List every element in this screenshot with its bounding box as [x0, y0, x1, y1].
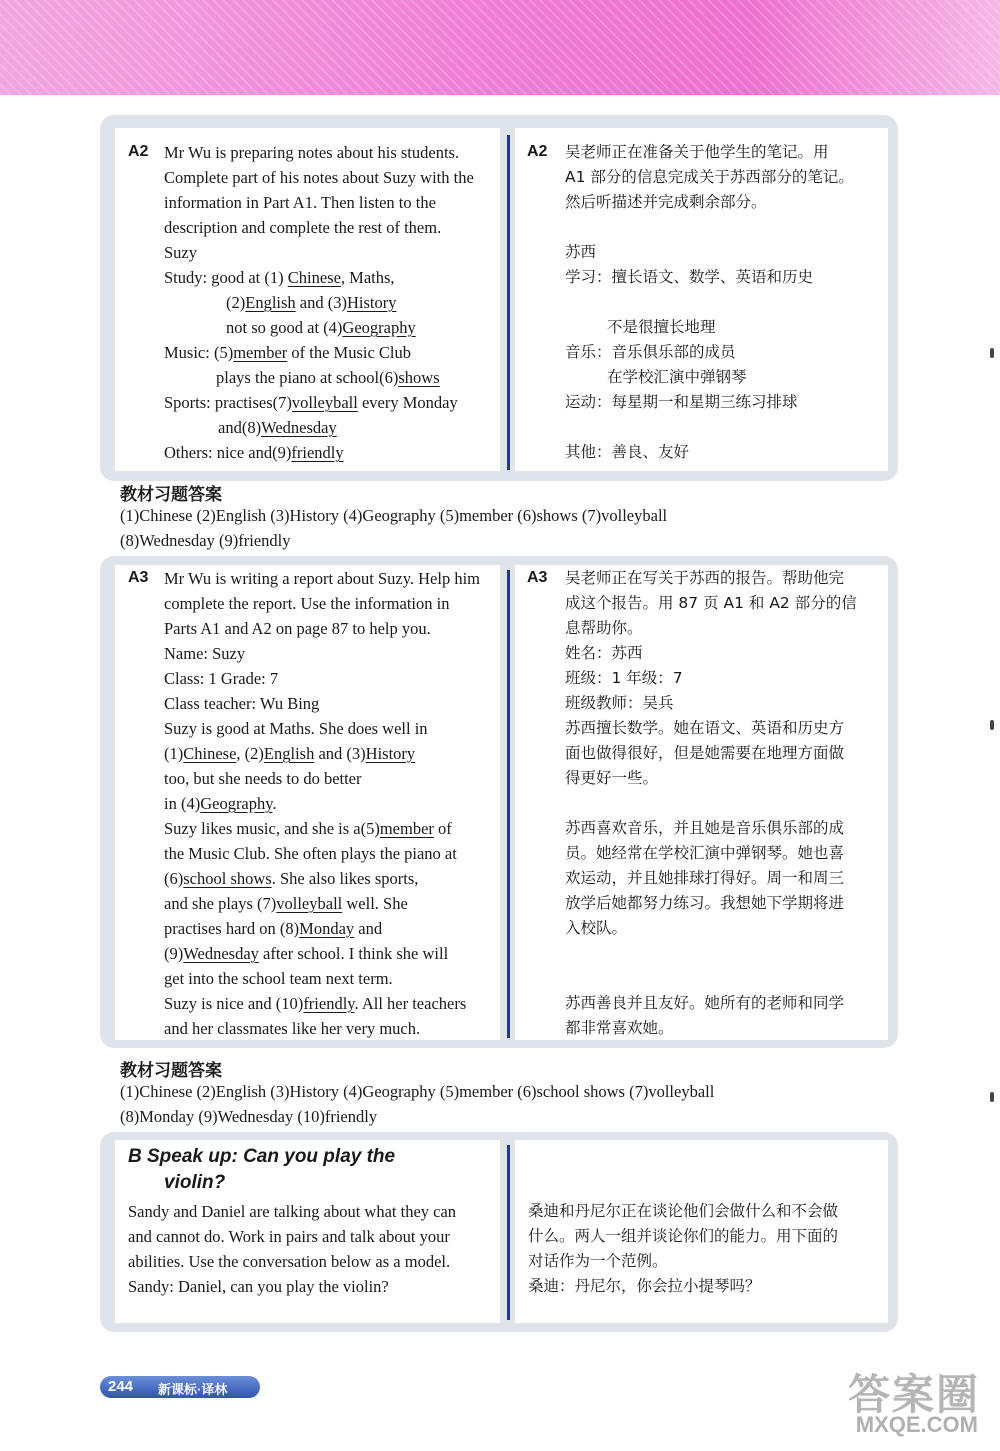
a2-zh-line: 然后听描述并完成剩余部分。	[565, 193, 767, 211]
a2-zh-notgood: 不是很擅长地理	[607, 318, 716, 336]
b-column-divider	[507, 1145, 510, 1320]
b-en-line: abilities. Use the conversation below as a model.	[128, 1252, 451, 1271]
a3-zh-class: 班级：1 年级：7	[565, 669, 683, 687]
a2-zh-name: 苏西	[565, 243, 597, 261]
a2-music-line-2	[216, 365, 440, 390]
blank-number: (2)	[226, 293, 246, 312]
a2-zh-others: 其他：善良、友好	[565, 443, 690, 461]
a3-name-line: Name: Suzy	[164, 644, 246, 663]
a3-report-line: the Music Club. She often plays the piano at	[164, 844, 457, 863]
a3-zh-report: 员。她经常在学校汇演中弹钢琴。她也喜	[565, 844, 845, 862]
a3-label-zh: A3	[527, 569, 548, 586]
a3-zh-report: 苏西擅长数学。她在语文、英语和历史方	[565, 719, 845, 737]
a2-intro-line: Complete part of his notes about Suzy with the	[164, 168, 474, 187]
a3-zh-report: 苏西善良并且友好。她所有的老师和同学	[565, 994, 845, 1012]
a2-name-line: Suzy	[164, 243, 197, 262]
a2-intro-line: Mr Wu is preparing notes about his students.	[164, 143, 460, 162]
a2-column-divider	[507, 135, 510, 470]
b-zh-line: 桑迪：丹尼尔，你会拉小提琴吗？	[528, 1277, 761, 1295]
a3-report-line	[164, 741, 415, 766]
a3-report-line: Suzy is good at Maths. She does well in	[164, 719, 428, 738]
answer-blank-6: school shows	[183, 869, 272, 888]
report-text: practises hard on (8)	[164, 919, 300, 938]
answer-blank-2: English	[245, 293, 296, 312]
answer-blank-9: Wednesday	[183, 944, 259, 963]
a2-zh-line: A1 部分的信息完成关于苏西部分的笔记。	[565, 168, 854, 186]
answer-blank-7: volleyball	[291, 393, 358, 412]
report-text: of	[433, 819, 452, 838]
report-text: , (2)	[236, 744, 264, 763]
answer-blank-1: Chinese	[183, 744, 237, 763]
answer-blank-7: volleyball	[276, 894, 343, 913]
a2-zh-line: 吴老师正在准备关于他学生的笔记。用	[565, 143, 829, 161]
report-text: after school. I think she will	[258, 944, 449, 963]
answers-line: (8)Wednesday (9)friendly	[120, 531, 291, 550]
answer-blank-8: Wednesday	[261, 418, 337, 437]
answer-blank-3: History	[347, 293, 397, 312]
answer-blank-2: English	[263, 744, 315, 763]
answer-blank-5: member	[379, 819, 434, 838]
report-text: and (3)	[314, 744, 366, 763]
a3-report-line	[164, 816, 452, 841]
a3-report-line	[164, 791, 277, 816]
answers-line: (1)Chinese (2)English (3)History (4)Geography (5)member (6)shows (7)volleyball	[120, 506, 668, 525]
page-footer	[100, 1376, 260, 1398]
b-en-line: Sandy: Daniel, can you play the violin?	[128, 1277, 389, 1296]
a3-intro-line: complete the report. Use the information in	[164, 594, 450, 613]
a3-intro-line: Parts A1 and A2 on page 87 to help you.	[164, 619, 431, 638]
b-heading-2: violin?	[164, 1172, 226, 1193]
a3-zh-intro: 吴老师正在写关于苏西的报告。帮助他完	[565, 569, 845, 587]
report-text: in (4)	[164, 794, 201, 813]
music-label: Music: (5)	[164, 343, 234, 362]
a3-zh-report: 放学后她都努力练习。我想她下学期将进	[565, 894, 845, 912]
watermark-logo: 答案圈	[847, 1371, 980, 1418]
music-text: plays the piano at school(6)	[216, 368, 399, 387]
a2-study-line-3	[226, 315, 416, 340]
b-en-line: Sandy and Daniel are talking about what they can	[128, 1202, 457, 1221]
answer-blank-6: shows	[398, 368, 440, 387]
answer-blank-4: Geography	[200, 794, 273, 813]
answers-title: 教材习题答案	[120, 1061, 222, 1081]
answer-blank-1: Chinese	[287, 268, 341, 287]
sports-text: every Monday	[357, 393, 458, 412]
report-text: Suzy is nice and (10)	[164, 994, 304, 1013]
b-en-line: and cannot do. Work in pairs and talk about your	[128, 1227, 450, 1246]
blank-number: (9)	[164, 944, 184, 963]
a2-zh-music: 音乐：音乐俱乐部的成员	[565, 343, 736, 361]
a3-label: A3	[128, 569, 149, 586]
a3-zh-intro: 息帮助你。	[565, 619, 643, 637]
a2-label-zh: A2	[527, 143, 548, 160]
a3-report-line	[164, 916, 382, 941]
a2-music-line	[164, 340, 411, 365]
a2-sports-line	[164, 390, 458, 415]
sports-text: and(8)	[218, 418, 262, 437]
margin-mark	[990, 1092, 994, 1102]
b-zh-line: 什么。两人一组并谈论你们的能力。用下面的	[528, 1227, 839, 1245]
decorative-header-band	[0, 0, 1000, 95]
report-text: and she plays (7)	[164, 894, 277, 913]
a2-label: A2	[128, 143, 149, 160]
a3-report-line	[164, 941, 448, 966]
b-zh-line: 对话作为一个范例。	[528, 1252, 668, 1270]
a2-zh-sports: 运动：每星期一和星期三练习排球	[565, 393, 798, 411]
a3-report-line: and her classmates like her very much.	[164, 1019, 421, 1038]
report-text: . She also likes sports,	[271, 869, 419, 888]
a3-zh-report: 苏西喜欢音乐，并且她是音乐俱乐部的成	[565, 819, 845, 837]
study-text: and (3)	[295, 293, 347, 312]
page-number: 244	[108, 1378, 134, 1395]
answers-line: (8)Monday (9)Wednesday (10)friendly	[120, 1107, 378, 1126]
report-text: .	[272, 794, 277, 813]
a3-zh-report: 欢运动，并且她排球打得好。周一和周三	[565, 869, 845, 887]
a3-zh-report: 都非常喜欢她。	[565, 1019, 674, 1037]
a3-column-divider	[507, 570, 510, 1038]
a3-zh-teacher: 班级教师：吴兵	[565, 694, 674, 712]
answers-line: (1)Chinese (2)English (3)History (4)Geography (5)member (6)school shows (7)volleyball	[120, 1082, 715, 1101]
margin-mark	[990, 348, 994, 358]
a2-zh-music-2: 在学校汇演中弹钢琴	[607, 368, 747, 386]
study-text: not so good at (4)	[226, 318, 343, 337]
a3-teacher-line: Class teacher: Wu Bing	[164, 694, 320, 713]
report-text: . All her teachers	[354, 994, 467, 1013]
a3-report-line	[164, 991, 466, 1016]
answer-blank-8: Monday	[299, 919, 355, 938]
answers-title: 教材习题答案	[120, 485, 222, 505]
answer-blank-3: History	[365, 744, 416, 763]
study-text: , Maths,	[340, 268, 395, 287]
a3-zh-report: 得更好一些。	[565, 769, 659, 787]
a2-zh-study: 学习：擅长语文、数学、英语和历史	[565, 268, 814, 286]
a3-report-line	[164, 866, 418, 891]
a2-study-line-2	[226, 290, 397, 315]
a3-zh-intro: 成这个报告。用 87 页 A1 和 A2 部分的信	[565, 594, 857, 612]
answer-blank-10: friendly	[303, 994, 355, 1013]
blank-number: (1)	[164, 744, 184, 763]
report-text: well. She	[342, 894, 408, 913]
report-text: Suzy likes music, and she is a(5)	[164, 819, 380, 838]
a2-sports-line-2	[218, 415, 337, 440]
sports-label: Sports: practises(7)	[164, 393, 292, 412]
a3-class-line: Class: 1 Grade: 7	[164, 669, 279, 688]
a3-intro-line: Mr Wu is writing a report about Suzy. Help him	[164, 569, 480, 588]
a3-zh-report: 入校队。	[565, 919, 628, 937]
watermark-url: MXQE.COM	[855, 1412, 978, 1437]
a2-study-line	[164, 265, 395, 290]
b-zh-line: 桑迪和丹尼尔正在谈论他们会做什么和不会做	[528, 1202, 839, 1220]
study-label: Study: good at (1)	[164, 268, 284, 287]
a3-zh-name: 姓名：苏西	[565, 644, 643, 662]
blank-number: (6)	[164, 869, 184, 888]
series-name: 新课标·译林	[158, 1382, 228, 1397]
a2-intro-line: description and complete the rest of them.	[164, 218, 442, 237]
a2-intro-line: information in Part A1. Then listen to the	[164, 193, 436, 212]
answer-blank-9: friendly	[291, 443, 344, 462]
a3-zh-report: 面也做得很好，但是她需要在地理方面做	[565, 744, 845, 762]
others-label: Others: nice and(9)	[164, 443, 292, 462]
music-text: of the Music Club	[287, 343, 412, 362]
answer-blank-5: member	[233, 343, 288, 362]
a2-others-line	[164, 440, 344, 465]
a3-report-line: get into the school team next term.	[164, 969, 393, 988]
answer-blank-4: Geography	[342, 318, 416, 337]
a3-report-line	[164, 891, 408, 916]
a3-report-line: too, but she needs to do better	[164, 769, 362, 788]
margin-mark	[990, 720, 994, 730]
report-text: and	[354, 919, 383, 938]
b-heading: B Speak up: Can you play the	[128, 1146, 396, 1167]
